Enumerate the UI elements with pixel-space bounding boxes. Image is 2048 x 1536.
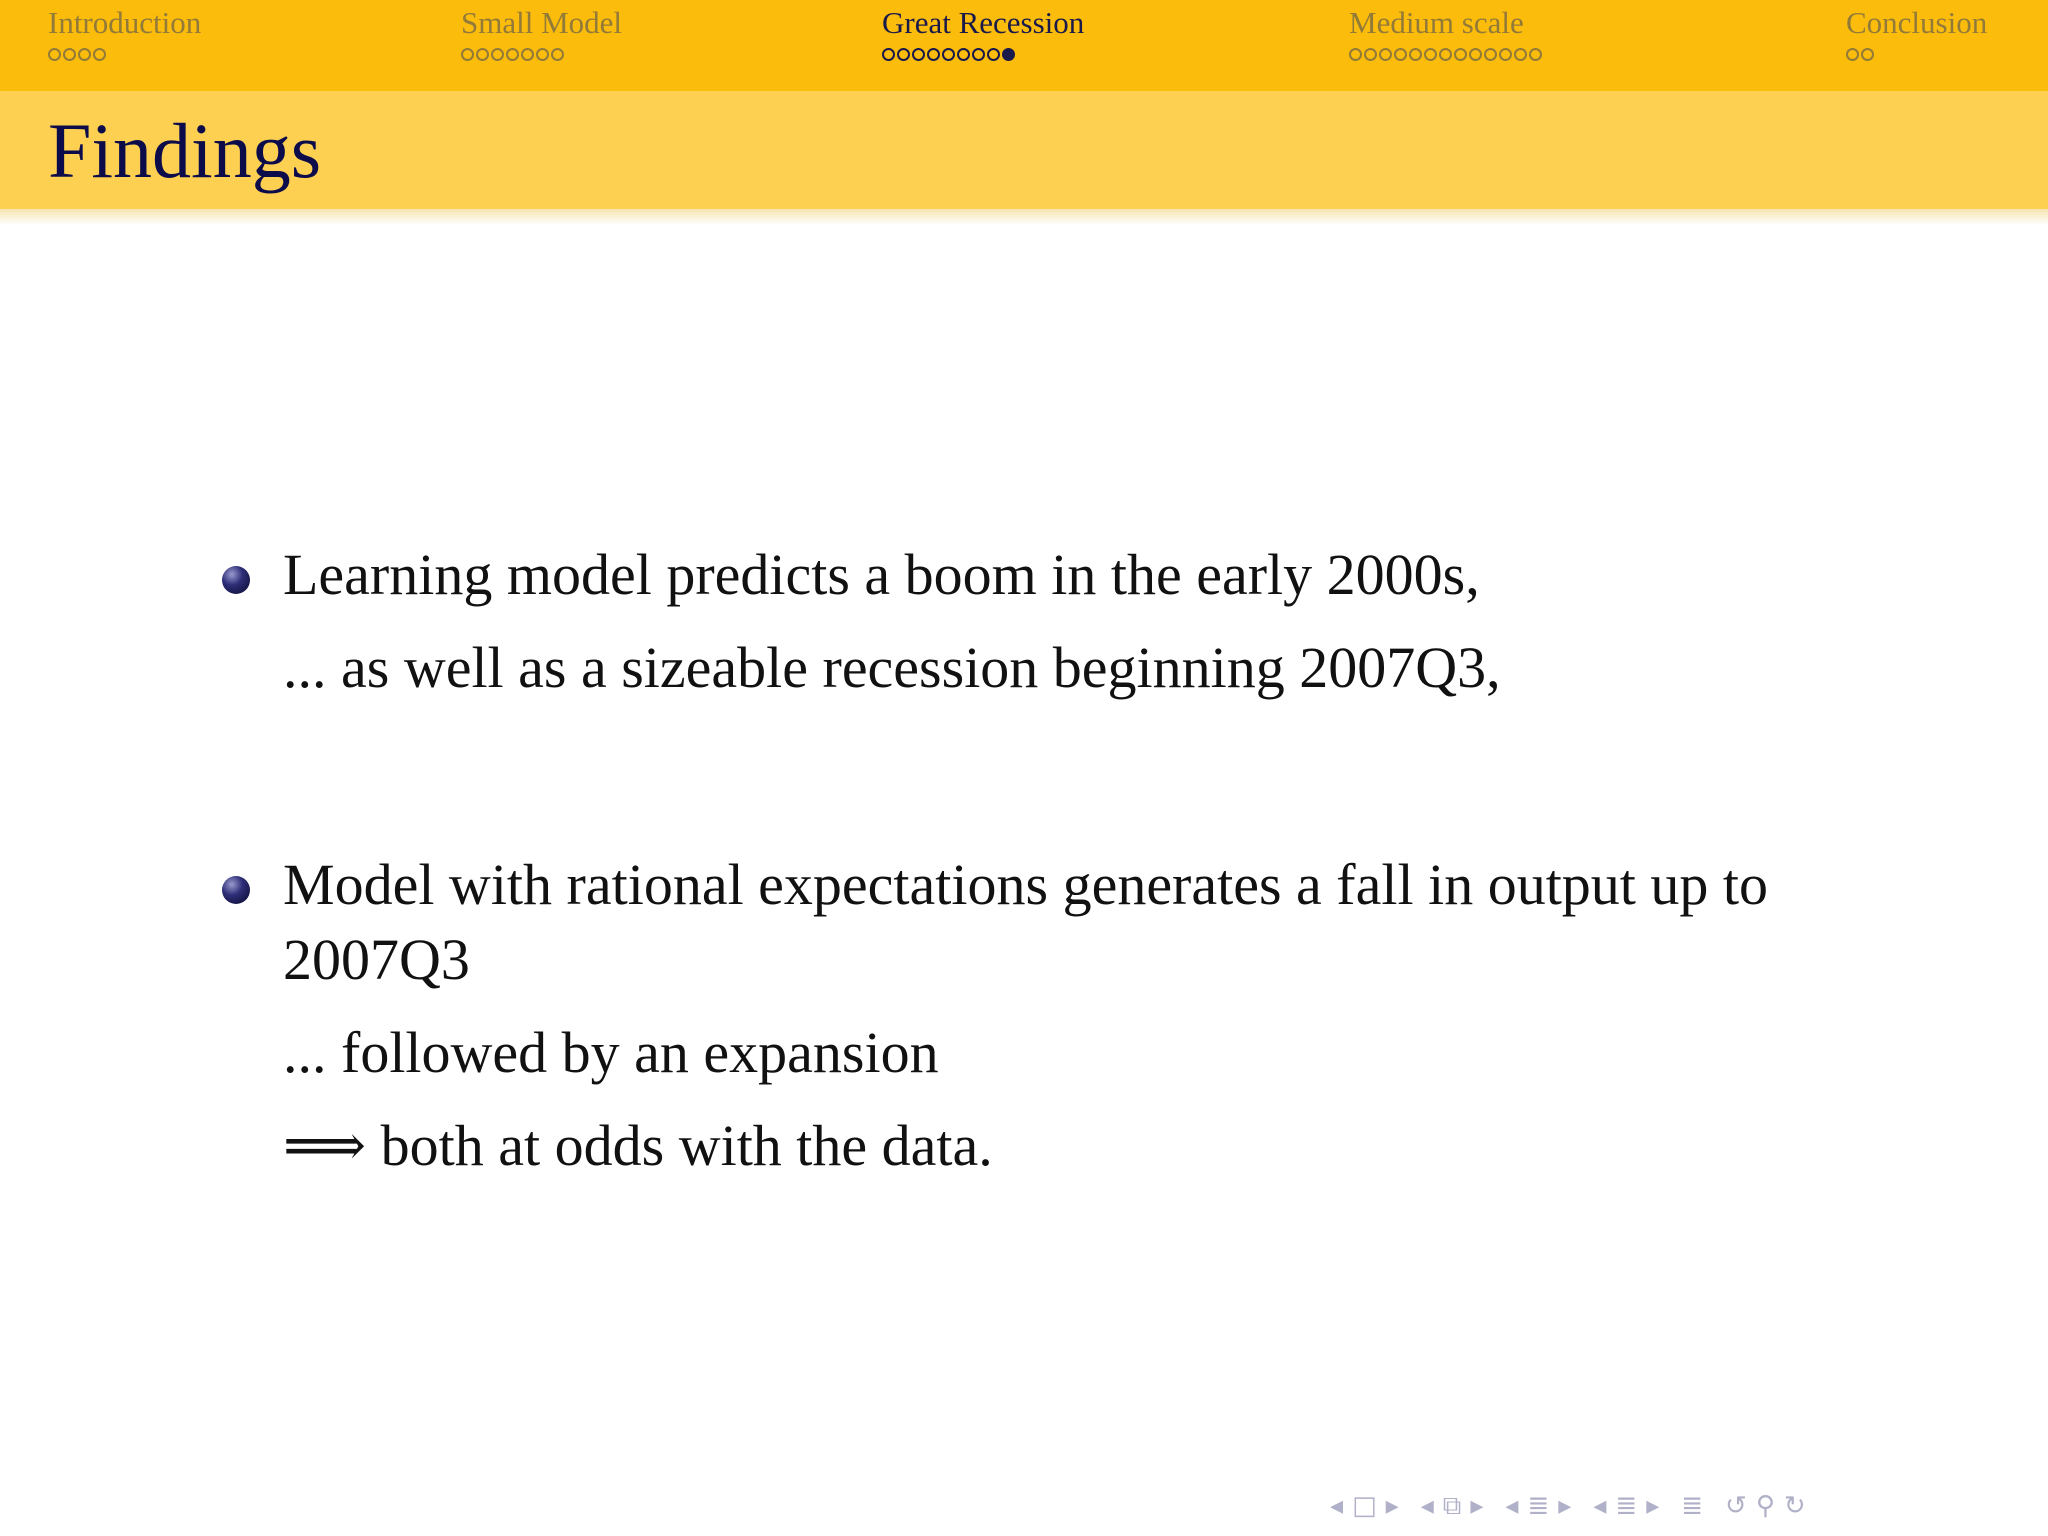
frame-dot-icon[interactable] xyxy=(1409,48,1422,61)
frame-dot-icon[interactable] xyxy=(491,48,504,61)
frame-dot-icon[interactable] xyxy=(1424,48,1437,61)
frame-dot-icon[interactable] xyxy=(1469,48,1482,61)
frame-title-bar xyxy=(0,91,2048,209)
nav-section-dots xyxy=(1846,48,1987,61)
frame-dot-icon[interactable] xyxy=(1861,48,1874,61)
frame-dot-icon[interactable] xyxy=(536,48,549,61)
frame-dot-icon[interactable] xyxy=(461,48,474,61)
frame-dot-icon[interactable] xyxy=(48,48,61,61)
bullet-line: ... followed by an expansion xyxy=(283,1020,939,1085)
presentation-icon[interactable]: ≣ xyxy=(1615,1491,1638,1521)
frame-dot-icon[interactable] xyxy=(942,48,955,61)
frame-dot-icon[interactable] xyxy=(93,48,106,61)
bullet-ball-icon xyxy=(222,876,250,904)
section-left-arrow-icon[interactable]: ◂ xyxy=(1505,1491,1519,1521)
presentation-left-arrow-icon[interactable]: ◂ xyxy=(1593,1491,1607,1521)
frame-title: Findings xyxy=(48,107,322,194)
frame-dot-icon[interactable] xyxy=(1454,48,1467,61)
section-navigation-bar xyxy=(0,0,2048,91)
subsection-left-arrow-icon[interactable]: ◂ xyxy=(1420,1491,1434,1521)
nav-section-small-model[interactable] xyxy=(461,4,622,61)
frame-dot-icon[interactable] xyxy=(1514,48,1527,61)
nav-section-title[interactable]: Introduction xyxy=(48,5,202,40)
frame-dot-icon[interactable] xyxy=(912,48,925,61)
bullet-line: ⟹ both at odds with the data. xyxy=(283,1113,993,1178)
nav-section-dots xyxy=(48,48,201,61)
frame-left-arrow-icon[interactable]: ◂ xyxy=(1330,1491,1344,1521)
subsection-right-arrow-icon[interactable]: ▸ xyxy=(1470,1491,1484,1521)
frame-dot-icon[interactable] xyxy=(927,48,940,61)
frame-dot-icon[interactable] xyxy=(1394,48,1407,61)
bullet-ball-icon xyxy=(222,566,250,594)
frame-right-arrow-icon[interactable]: ▸ xyxy=(1385,1491,1399,1521)
frame-dot-icon[interactable] xyxy=(1364,48,1377,61)
bullet-line: Model with rational expectations generates a fall in output up to xyxy=(283,852,1769,917)
subsection-icon[interactable]: ⧉ xyxy=(1442,1490,1462,1521)
frame-dot-icon[interactable] xyxy=(1002,48,1015,61)
frame-dot-icon[interactable] xyxy=(897,48,910,61)
frame-icon[interactable]: □ xyxy=(1352,1491,1377,1521)
nav-section-medium-scale[interactable] xyxy=(1349,4,1542,61)
nav-section-great-recession[interactable] xyxy=(882,4,1084,61)
frame-dot-icon[interactable] xyxy=(972,48,985,61)
frame-dot-icon[interactable] xyxy=(1349,48,1362,61)
frame-dot-icon[interactable] xyxy=(882,48,895,61)
nav-section-dots xyxy=(461,48,622,61)
nav-section-introduction[interactable] xyxy=(48,4,201,61)
nav-section-dots xyxy=(1349,48,1542,61)
section-icon[interactable]: ≣ xyxy=(1527,1491,1550,1521)
frame-dot-icon[interactable] xyxy=(1439,48,1452,61)
bullet-line: ... as well as a sizeable recession beginning 2007Q3, xyxy=(283,635,1501,700)
frame-dot-icon[interactable] xyxy=(1379,48,1392,61)
presentation-right-arrow-icon[interactable]: ▸ xyxy=(1646,1491,1660,1521)
frame-dot-icon[interactable] xyxy=(987,48,1000,61)
nav-section-title[interactable]: Medium scale xyxy=(1349,5,1524,40)
nav-section-dots xyxy=(882,48,1084,61)
frame-dot-icon[interactable] xyxy=(551,48,564,61)
beamer-navigation-controls xyxy=(1330,1486,1815,1526)
bullet-line: Learning model predicts a boom in the early 2000s, xyxy=(283,542,1480,607)
frame-dot-icon[interactable] xyxy=(78,48,91,61)
frame-dot-icon[interactable] xyxy=(1499,48,1512,61)
nav-section-conclusion[interactable] xyxy=(1846,4,1987,61)
forward-icon[interactable]: ↻ xyxy=(1783,1491,1806,1521)
frame-dot-icon[interactable] xyxy=(506,48,519,61)
bullet-line: 2007Q3 xyxy=(283,927,470,992)
nav-section-title[interactable]: Great Recession xyxy=(882,5,1085,40)
frame-dot-icon[interactable] xyxy=(476,48,489,61)
section-right-arrow-icon[interactable]: ▸ xyxy=(1558,1491,1572,1521)
frame-dot-icon[interactable] xyxy=(957,48,970,61)
frame-dot-icon[interactable] xyxy=(1484,48,1497,61)
frame-dot-icon[interactable] xyxy=(63,48,76,61)
back-icon[interactable]: ↺ xyxy=(1725,1491,1747,1521)
appendix-icon[interactable]: ≣ xyxy=(1681,1491,1704,1521)
nav-section-title[interactable]: Conclusion xyxy=(1846,5,1988,40)
nav-section-title[interactable]: Small Model xyxy=(461,5,623,40)
frame-dot-icon[interactable] xyxy=(1846,48,1859,61)
frame-dot-icon[interactable] xyxy=(1529,48,1542,61)
frame-dot-icon[interactable] xyxy=(521,48,534,61)
search-icon[interactable]: ⚲ xyxy=(1755,1491,1775,1521)
